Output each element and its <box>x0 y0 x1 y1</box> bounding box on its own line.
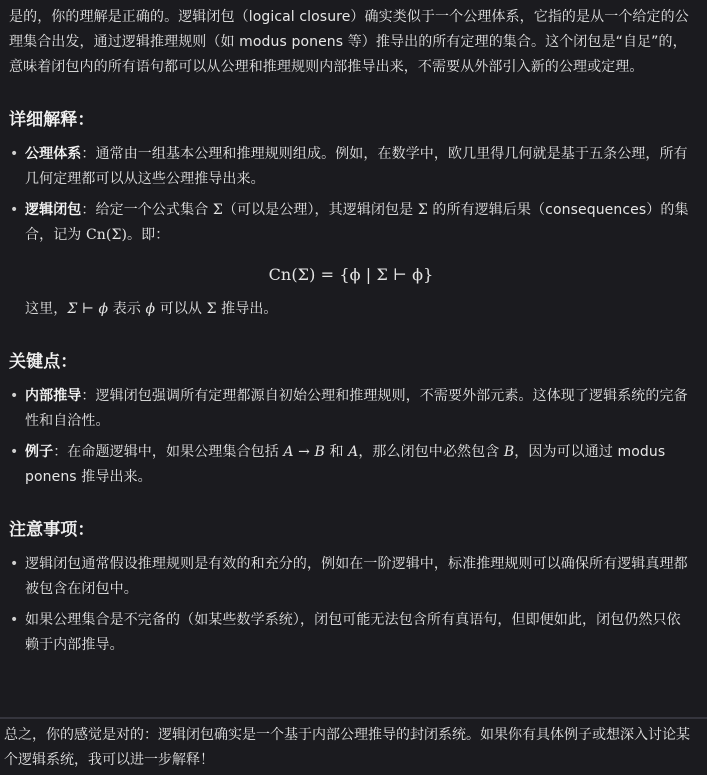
bullet-icon: • <box>10 556 19 572</box>
item-text: ，因为可以通过 modus ponens 推导出来。 <box>25 444 666 485</box>
bullet-icon: • <box>10 146 19 162</box>
item-text: 如果公理集合是不完备的（如某些数学系统），闭包可能无法包含所有真语句，但即便如此，闭包仍然只依赖于内部推导。 <box>25 612 681 653</box>
list-item <box>9 608 693 658</box>
item-text: 和 <box>324 444 349 460</box>
item-text: ：在命题逻辑中，如果公理集合包括 <box>53 444 284 460</box>
keypoints-heading: 关键点： <box>9 352 78 372</box>
item-term: 内部推导 <box>25 388 82 404</box>
math-B: B <box>503 444 515 460</box>
formula-explanation <box>9 297 693 322</box>
bullet-icon: • <box>10 612 19 628</box>
item-term: 例子 <box>25 444 54 460</box>
list-item <box>9 142 693 192</box>
text: 表示 <box>108 301 146 317</box>
details-list <box>9 142 693 248</box>
details-heading: 详细解释： <box>9 110 95 130</box>
item-text: ：通常由一组基本公理和推理规则组成。例如，在数学中，欧几里得几何就是基于五条公理，所有几何定理都可以从这些公理推导出来。 <box>25 146 688 187</box>
item-term: 公理体系 <box>25 146 82 162</box>
item-text: （可以是公理），其逻辑闭包是 <box>222 202 418 218</box>
item-text: ，那么闭包中必然包含 <box>358 444 504 460</box>
notes-list <box>9 552 693 658</box>
list-item <box>9 198 693 248</box>
math-entailment: Σ ⊢ ϕ <box>67 301 109 317</box>
assistant-message <box>9 5 693 664</box>
list-item <box>9 440 693 490</box>
math-sigma: Σ <box>417 202 428 218</box>
list-item <box>9 552 693 602</box>
math-sigma: Σ <box>212 202 223 218</box>
intro-paragraph: 是的，你的理解是正确的。逻辑闭包（logical closure）确实类似于一个公理体系，它指的是从一个给定的公理集合出发，通过逻辑推理规则（如 modus ponens 等）推导出的所有定理的集合。这个闭包是“自足”的，意味着闭包内的所有语句都可以从公理和推理规则内部推导出来，不需要从外部引入新的公理或定理。 <box>9 9 689 75</box>
math-phi: ϕ <box>145 301 156 317</box>
text: 可以从 <box>155 301 207 317</box>
divider <box>0 717 707 719</box>
text: 推导出。 <box>216 301 278 317</box>
text: 这里， <box>25 301 68 317</box>
math-cn-sigma: Cn(Σ) <box>85 227 128 243</box>
item-text: 逻辑闭包通常假设推理规则是有效的和充分的，例如在一阶逻辑中，标准推理规则可以确保所有逻辑真理都被包含在闭包中。 <box>25 556 688 597</box>
bullet-icon: • <box>10 388 19 404</box>
list-item <box>9 384 693 434</box>
conclusion-paragraph: 总之，你的感觉是对的：逻辑闭包确实是一个基于内部公理推导的封闭系统。如果你有具体例子或想深入讨论某个逻辑系统，我可以进一步解释！ <box>4 727 690 768</box>
bullet-icon: • <box>10 444 19 460</box>
math-implication: A → B <box>283 444 325 460</box>
item-text: 。即： <box>127 227 170 243</box>
math-A: A <box>348 444 359 460</box>
item-text: ：逻辑闭包强调所有定理都源自初始公理和推理规则，不需要外部元素。这体现了逻辑系统的完备性和自洽性。 <box>25 388 688 429</box>
item-term: 逻辑闭包 <box>25 202 82 218</box>
notes-heading: 注意事项： <box>9 520 95 540</box>
item-text: 的所有逻辑后果（consequences）的集合，记为 <box>25 202 689 243</box>
math-sigma: Σ <box>206 301 217 317</box>
bullet-icon: • <box>10 202 19 218</box>
item-text: ：给定一个公式集合 <box>81 202 213 218</box>
display-formula: Cn(Σ) = {ϕ | Σ ⊢ ϕ} <box>268 265 434 284</box>
keypoints-list <box>9 384 693 490</box>
